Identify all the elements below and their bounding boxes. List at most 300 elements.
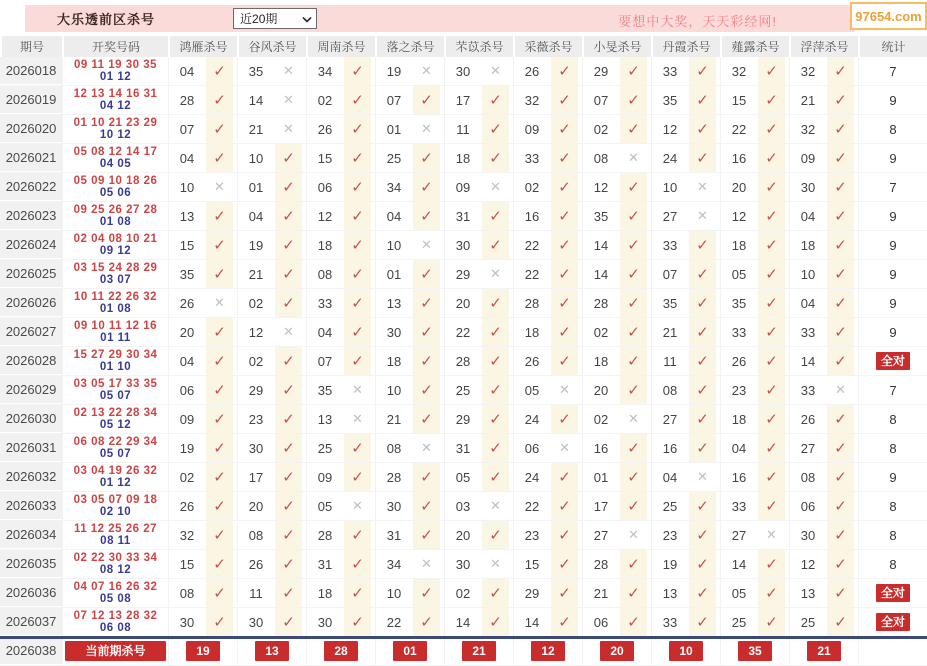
kill-cell [237,637,306,665]
kill-cell [444,231,513,259]
check-icon: ✓ [275,376,302,404]
front-numbers: 02 13 22 28 34 [73,407,158,419]
draw-numbers-cell [62,434,168,462]
kill-number: 08 [386,440,402,456]
kill-number: 26 [179,295,195,311]
front-numbers: 09 25 26 27 28 [73,204,158,216]
kill-number: 23 [731,382,747,398]
table-row [0,115,927,144]
check-icon: ✓ [551,173,578,201]
kill-number: 08 [317,266,333,282]
kill-cell [513,260,582,288]
kill-cell [237,521,306,549]
kill-number: 31 [455,208,471,224]
kill-number: 33 [317,295,333,311]
kill-number: 35 [662,295,678,311]
kill-number: 28 [593,295,609,311]
period-cell: 2026031 [0,434,62,462]
check-icon: ✓ [689,144,716,172]
kill-number: 35 [731,295,747,311]
check-icon: ✓ [620,115,647,143]
check-icon: ✓ [344,463,371,491]
kill-number: 22 [455,324,471,340]
kill-cell [168,115,237,143]
kill-cell [375,550,444,578]
kill-number: 33 [800,324,816,340]
check-icon: ✓ [551,115,578,143]
x-icon: ✕ [421,556,432,571]
kill-cell [513,405,582,433]
kill-number: 16 [731,469,747,485]
check-icon: ✓ [620,289,647,317]
table-row [0,376,927,405]
table-row [0,521,927,550]
kill-cell [168,86,237,114]
front-numbers: 03 05 07 09 18 [73,494,158,506]
kill-number: 18 [800,237,816,253]
kill-cell [582,173,651,201]
kill-cell [651,550,720,578]
kill-number: 25 [662,498,678,514]
check-icon: ✓ [344,202,371,230]
check-icon: ✓ [344,579,371,607]
x-icon: ✕ [283,63,294,78]
check-icon: ✓ [482,86,509,114]
kill-cell [168,405,237,433]
kill-cell [789,347,858,375]
check-icon: ✓ [827,115,854,143]
current-kill-badge: 01 [393,641,427,661]
check-icon: ✓ [344,608,371,636]
front-numbers: 10 11 22 26 32 [73,291,158,303]
kill-number: 12 [800,556,816,572]
kill-cell [651,318,720,346]
kill-cell [651,637,720,665]
table-body [0,57,927,666]
x-icon: ✕ [283,92,294,107]
x-icon: ✕ [490,556,501,571]
kill-number: 18 [317,237,333,253]
current-period-row [0,637,927,666]
check-icon: ✓ [551,579,578,607]
kill-number: 10 [179,179,195,195]
kill-cell [789,405,858,433]
front-numbers: 01 10 21 23 29 [73,117,158,129]
check-icon: ✓ [827,289,854,317]
kill-number: 20 [248,498,264,514]
check-icon: ✓ [206,376,233,404]
column-header: 周南杀号 [306,36,375,57]
stat-cell: 9 [858,463,927,491]
kill-number: 18 [731,237,747,253]
kill-number: 11 [663,353,677,369]
kill-number: 30 [800,527,816,543]
kill-cell [513,289,582,317]
front-numbers: 03 15 24 28 29 [73,262,158,274]
kill-cell [168,608,237,636]
kill-number: 02 [593,121,609,137]
stat-cell [858,579,927,607]
kill-number: 21 [800,92,816,108]
kill-cell [513,231,582,259]
kill-cell [444,144,513,172]
kill-number: 26 [317,121,333,137]
kill-number: 29 [248,382,264,398]
kill-number: 35 [662,92,678,108]
check-icon: ✓ [275,231,302,259]
kill-cell [651,376,720,404]
kill-number: 14 [593,237,609,253]
table-row [0,347,927,376]
check-icon: ✓ [413,608,440,636]
draw-numbers-cell [62,115,168,143]
kill-number: 27 [731,527,747,543]
kill-number: 32 [524,92,540,108]
kill-number: 11 [249,585,263,601]
check-icon: ✓ [344,318,371,346]
kill-number: 35 [179,266,195,282]
kill-cell [513,144,582,172]
kill-number: 07 [593,92,609,108]
period-cell: 2026020 [0,115,62,143]
check-icon: ✓ [275,550,302,578]
kill-cell [168,318,237,346]
kill-cell [306,463,375,491]
kill-cell [720,608,789,636]
kill-number: 21 [248,121,264,137]
kill-number: 26 [800,411,816,427]
kill-number: 30 [386,324,402,340]
stat-cell: 9 [858,260,927,288]
kill-number: 17 [248,469,264,485]
site-logo[interactable]: 97654.com [850,2,927,30]
x-icon: ✕ [490,63,501,78]
kill-number: 13 [662,585,678,601]
kill-cell [651,347,720,375]
check-icon: ✓ [758,144,785,172]
check-icon: ✓ [689,376,716,404]
check-icon: ✓ [275,260,302,288]
kill-cell [444,550,513,578]
check-icon: ✓ [620,318,647,346]
kill-number: 09 [800,150,816,166]
kill-cell [237,463,306,491]
kill-cell [237,434,306,462]
kill-number: 06 [593,614,609,630]
check-icon: ✓ [413,492,440,520]
check-icon: ✓ [344,231,371,259]
back-numbers: 01 08 [99,216,132,228]
kill-number: 21 [248,266,264,282]
table-row [0,57,927,86]
check-icon: ✓ [689,579,716,607]
column-header: 开奖号码 [62,36,168,57]
draw-numbers-cell [62,173,168,201]
kill-cell [513,608,582,636]
back-numbers: 05 07 [99,448,132,460]
check-icon: ✓ [758,202,785,230]
column-header: 浮萍杀号 [789,36,858,57]
check-icon: ✓ [275,202,302,230]
check-icon: ✓ [620,463,647,491]
check-icon: ✓ [482,289,509,317]
period-cell: 2026034 [0,521,62,549]
kill-cell [306,202,375,230]
stat-cell: 9 [858,202,927,230]
kill-number: 30 [317,614,333,630]
column-header: 小旻杀号 [582,36,651,57]
kill-cell [168,521,237,549]
current-kill-badge: 21 [807,641,841,661]
kill-number: 10 [386,585,402,601]
check-icon: ✓ [413,579,440,607]
period-cell: 2026028 [0,347,62,375]
table-row [0,260,927,289]
kill-number: 25 [731,614,747,630]
check-icon: ✓ [620,173,647,201]
kill-cell [168,376,237,404]
kill-cell [582,144,651,172]
period-cell: 2026033 [0,492,62,520]
period-cell: 2026029 [0,376,62,404]
kill-cell [444,637,513,665]
kill-number: 03 [455,498,471,514]
draw-numbers-cell [62,260,168,288]
table-row [0,434,927,463]
kill-cell [651,231,720,259]
kill-number: 04 [179,63,195,79]
kill-number: 18 [317,585,333,601]
front-numbers: 07 12 13 28 32 [73,610,158,622]
check-icon: ✓ [206,463,233,491]
kill-cell [237,405,306,433]
check-icon: ✓ [206,318,233,346]
check-icon: ✓ [689,434,716,462]
kill-cell [651,492,720,520]
kill-number: 07 [179,121,195,137]
check-icon: ✓ [413,86,440,114]
back-numbers: 08 12 [99,564,132,576]
kill-cell [582,347,651,375]
draw-numbers-cell [62,347,168,375]
check-icon: ✓ [758,550,785,578]
back-numbers: 01 11 [100,332,131,344]
check-icon: ✓ [827,608,854,636]
front-numbers: 09 10 11 12 16 [73,320,158,332]
kill-number: 10 [386,382,402,398]
kill-number: 35 [248,63,264,79]
check-icon: ✓ [827,86,854,114]
kill-cell [375,463,444,491]
check-icon: ✓ [413,521,440,549]
column-header: 薤露杀号 [720,36,789,57]
kill-number: 02 [524,179,540,195]
check-icon: ✓ [344,173,371,201]
kill-cell [375,115,444,143]
kill-number: 07 [386,92,402,108]
kill-number: 14 [731,556,747,572]
kill-number: 04 [731,440,747,456]
kill-number: 24 [524,469,540,485]
check-icon: ✓ [413,347,440,375]
kill-cell [789,318,858,346]
kill-cell [306,173,375,201]
kill-number: 06 [524,440,540,456]
kill-number: 34 [386,556,402,572]
kill-cell [237,86,306,114]
draw-numbers-cell [62,550,168,578]
back-numbers: 01 12 [99,71,132,83]
kill-number: 14 [248,92,264,108]
back-numbers: 05 08 [99,593,132,605]
check-icon: ✓ [413,202,440,230]
kill-cell [168,289,237,317]
kill-number: 18 [455,150,471,166]
kill-number: 13 [317,411,333,427]
back-numbers: 02 10 [99,506,132,518]
draw-numbers-cell [62,405,168,433]
kill-number: 08 [800,469,816,485]
kill-cell [582,492,651,520]
all-correct-badge: 全对 [876,584,910,602]
kill-number: 02 [248,353,264,369]
kill-cell [444,376,513,404]
check-icon: ✓ [275,434,302,462]
stat-cell [858,347,927,375]
current-kill-badge: 19 [186,641,220,661]
kill-number: 04 [317,324,333,340]
kill-number: 07 [317,353,333,369]
period-cell: 2026019 [0,86,62,114]
kill-number: 30 [248,614,264,630]
column-header: 采薇杀号 [513,36,582,57]
check-icon: ✓ [344,550,371,578]
kill-number: 25 [800,614,816,630]
x-icon: ✕ [628,411,639,426]
period-range-select[interactable] [233,8,317,29]
table-row [0,492,927,521]
kill-cell [168,57,237,85]
stat-cell: 9 [858,231,927,259]
kill-number: 27 [800,440,816,456]
kill-number: 27 [662,208,678,224]
kill-number: 35 [593,208,609,224]
stat-cell: 8 [858,115,927,143]
kill-cell [444,434,513,462]
draw-numbers-cell [62,144,168,172]
kill-number: 08 [662,382,678,398]
draw-numbers-cell [62,521,168,549]
kill-cell [375,492,444,520]
kill-cell [651,289,720,317]
kill-cell [444,173,513,201]
kill-cell [720,202,789,230]
check-icon: ✓ [275,173,302,201]
period-cell: 2026032 [0,463,62,491]
table-header-row [0,36,927,57]
check-icon: ✓ [275,521,302,549]
current-label-cell [62,637,168,665]
kill-cell [375,347,444,375]
check-icon: ✓ [413,144,440,172]
kill-number: 10 [386,237,402,253]
front-numbers: 02 22 30 33 34 [73,552,158,564]
check-icon: ✓ [413,173,440,201]
period-cell: 2026035 [0,550,62,578]
check-icon: ✓ [206,608,233,636]
stat-cell: 8 [858,492,927,520]
front-numbers: 03 05 17 33 35 [73,378,158,390]
kill-cell [375,608,444,636]
check-icon: ✓ [758,260,785,288]
kill-cell [168,492,237,520]
stat-cell: 7 [858,376,927,404]
kill-cell [168,550,237,578]
kill-number: 15 [731,92,747,108]
kill-cell [720,231,789,259]
front-numbers: 04 07 16 26 32 [73,581,158,593]
kill-cell [375,637,444,665]
kill-number: 19 [386,63,402,79]
kill-cell [306,144,375,172]
kill-number: 25 [455,382,471,398]
kill-number: 10 [800,266,816,282]
check-icon: ✓ [482,521,509,549]
kill-cell [375,289,444,317]
kill-cell [720,86,789,114]
check-icon: ✓ [827,550,854,578]
draw-numbers-cell [62,86,168,114]
check-icon: ✓ [551,57,578,85]
check-icon: ✓ [413,260,440,288]
kill-cell [168,434,237,462]
kill-cell [306,86,375,114]
kill-number: 33 [662,237,678,253]
kill-number: 08 [248,527,264,543]
check-icon: ✓ [206,260,233,288]
x-icon: ✕ [421,121,432,136]
kill-number: 30 [455,237,471,253]
kill-cell [237,144,306,172]
kill-number: 29 [455,411,471,427]
kill-number: 16 [731,150,747,166]
kill-cell [789,492,858,520]
table-row [0,231,927,260]
kill-number: 06 [317,179,333,195]
kill-number: 33 [800,382,816,398]
column-header: 鸿雁杀号 [168,36,237,57]
kill-cell [582,231,651,259]
check-icon: ✓ [482,405,509,433]
check-icon: ✓ [689,608,716,636]
kill-cell [444,463,513,491]
kill-cell [237,376,306,404]
check-icon: ✓ [206,550,233,578]
kill-number: 19 [179,440,195,456]
kill-number: 08 [593,150,609,166]
front-numbers: 06 08 22 29 34 [73,436,158,448]
kill-cell [789,463,858,491]
kill-cell [237,492,306,520]
check-icon: ✓ [482,144,509,172]
check-icon: ✓ [551,521,578,549]
back-numbers: 03 07 [99,274,132,286]
kill-cell [237,57,306,85]
x-icon: ✕ [490,266,501,281]
kill-number: 25 [386,150,402,166]
kill-cell [789,608,858,636]
kill-number: 30 [800,179,816,195]
